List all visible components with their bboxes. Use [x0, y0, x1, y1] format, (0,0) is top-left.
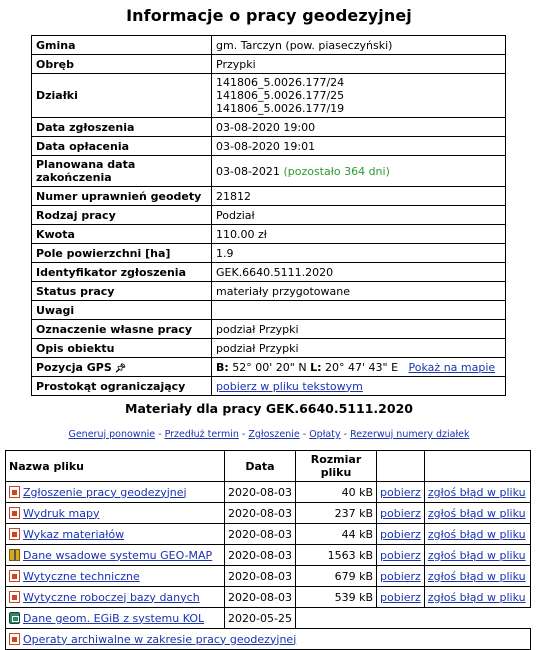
- info-value: [212, 358, 506, 377]
- table-row: [6, 524, 531, 545]
- longitude-label: L:: [310, 360, 322, 374]
- file-date: 2020-08-03: [225, 566, 296, 587]
- column-header-download: [377, 451, 425, 482]
- column-header-report: [424, 451, 530, 482]
- page-title: Informacje o pracy geodezyjnej: [126, 6, 412, 25]
- gps-label: Pozycja GPS: [36, 360, 112, 374]
- report-error-link[interactable]: zgłoś błąd w pliku: [427, 506, 526, 520]
- info-value: podział Przypki: [212, 320, 506, 339]
- pdf-file-icon: [9, 486, 20, 498]
- info-value: [212, 74, 506, 118]
- pin-icon: 📌︎: [114, 363, 127, 374]
- column-header-date: Data: [225, 451, 296, 482]
- report-error-link[interactable]: zgłoś błąd w pliku: [427, 548, 526, 562]
- info-value: 21812: [212, 187, 506, 206]
- info-label: Gmina: [32, 36, 212, 55]
- info-value: 03-08-2020 19:00: [212, 118, 506, 137]
- info-label: [32, 358, 212, 377]
- info-label: Kwota: [32, 225, 212, 244]
- file-name-cell: [6, 503, 225, 524]
- info-row-gmina: [32, 36, 506, 55]
- file-size: 237 kB: [296, 503, 377, 524]
- latitude-label: B:: [216, 360, 229, 374]
- zip-archive-icon: [9, 549, 20, 561]
- materials-table: [5, 450, 531, 650]
- pdf-file-icon: [9, 570, 20, 582]
- info-value: 110.00 zł: [212, 225, 506, 244]
- file-date: 2020-05-25: [225, 608, 296, 629]
- regenerate-link[interactable]: Generuj ponownie: [68, 429, 156, 440]
- info-row-gps: [32, 358, 506, 377]
- table-row: [6, 566, 531, 587]
- pdf-file-icon: [9, 507, 20, 519]
- file-name-cell: [6, 524, 225, 545]
- gml-data-icon: [9, 612, 20, 624]
- info-row-dzialki: [32, 74, 506, 118]
- info-label: Status pracy: [32, 282, 212, 301]
- info-value: [212, 156, 506, 187]
- info-row-opis: [32, 339, 506, 358]
- file-name-cell: [6, 608, 225, 629]
- empty-cell: [296, 608, 377, 629]
- info-row-planowana: [32, 156, 506, 187]
- info-value: gm. Tarczyn (pow. piaseczyński): [212, 36, 506, 55]
- info-row-obreb: [32, 55, 506, 74]
- info-row-identyfikator: [32, 263, 506, 282]
- file-name-cell: [6, 482, 225, 503]
- file-link[interactable]: Wydruk mapy: [23, 506, 100, 520]
- info-value: [212, 377, 506, 396]
- download-cell: [377, 524, 425, 545]
- info-value: podział Przypki: [212, 339, 506, 358]
- info-row-kwota: [32, 225, 506, 244]
- report-cell: [424, 587, 530, 608]
- download-link[interactable]: pobierz: [380, 548, 421, 562]
- latitude-value: 52° 00' 20" N: [232, 360, 307, 374]
- pdf-file-icon: [9, 528, 20, 540]
- extend-deadline-link[interactable]: Przedłuż termin: [164, 429, 239, 440]
- table-row: [6, 503, 531, 524]
- info-value: materiały przygotowane: [212, 282, 506, 301]
- info-label: Numer uprawnień geodety: [32, 187, 212, 206]
- empty-cell: [377, 608, 425, 629]
- file-date: 2020-08-03: [225, 524, 296, 545]
- file-size: 679 kB: [296, 566, 377, 587]
- file-link[interactable]: Dane wsadowe systemu GEO-MAP: [23, 548, 213, 562]
- info-label: Uwagi: [32, 301, 212, 320]
- planned-date: 03-08-2021: [216, 164, 280, 178]
- actions-bar: [0, 429, 538, 440]
- report-cell: [424, 524, 530, 545]
- file-date: 2020-08-03: [225, 587, 296, 608]
- info-value: Przypki: [212, 55, 506, 74]
- info-value: Podział: [212, 206, 506, 225]
- info-label: Identyfikator zgłoszenia: [32, 263, 212, 282]
- file-size: 40 kB: [296, 482, 377, 503]
- application-link[interactable]: Zgłoszenie: [248, 429, 300, 440]
- download-cell: [377, 566, 425, 587]
- info-label: Prostokąt ograniczający: [32, 377, 212, 396]
- remaining-days: (pozostało 364 dni): [283, 164, 390, 178]
- table-row: [6, 587, 531, 608]
- report-error-link[interactable]: zgłoś błąd w pliku: [427, 485, 526, 499]
- download-link[interactable]: pobierz: [380, 527, 421, 541]
- file-name-cell: [6, 587, 225, 608]
- info-row-oznaczenie: [32, 320, 506, 339]
- parcel-id: 141806_5.0026.177/25: [216, 89, 345, 102]
- info-label: Oznaczenie własne pracy: [32, 320, 212, 339]
- pdf-file-icon: [9, 633, 20, 645]
- info-row-data-zgloszenia: [32, 118, 506, 137]
- download-link[interactable]: pobierz: [380, 590, 421, 604]
- download-link[interactable]: pobierz: [380, 506, 421, 520]
- separator: -: [241, 429, 246, 440]
- file-name-cell: [6, 629, 531, 650]
- info-row-pole: [32, 244, 506, 263]
- work-info-table: [31, 35, 506, 396]
- report-error-link[interactable]: zgłoś błąd w pliku: [427, 527, 526, 541]
- longitude-value: 20° 47' 43" E: [325, 360, 399, 374]
- info-value: GEK.6640.5111.2020: [212, 263, 506, 282]
- table-row: [6, 608, 531, 629]
- info-row-rodzaj: [32, 206, 506, 225]
- info-label: Data opłacenia: [32, 137, 212, 156]
- file-name-cell: [6, 566, 225, 587]
- file-name-cell: [6, 545, 225, 566]
- info-row-numer-uprawnien: [32, 187, 506, 206]
- show-on-map-link[interactable]: Pokaż na mapie: [408, 360, 496, 374]
- file-link[interactable]: Zgłoszenie pracy geodezyjnej: [23, 485, 187, 499]
- parcel-id: 141806_5.0026.177/24: [216, 76, 345, 89]
- info-row-data-oplacenia: [32, 137, 506, 156]
- file-date: 2020-08-03: [225, 545, 296, 566]
- report-cell: [424, 482, 530, 503]
- info-label: Rodzaj pracy: [32, 206, 212, 225]
- download-cell: [377, 587, 425, 608]
- info-value: 1.9: [212, 244, 506, 263]
- info-row-prostokat: [32, 377, 506, 396]
- report-cell: [424, 545, 530, 566]
- file-size: 1563 kB: [296, 545, 377, 566]
- table-row: [6, 629, 531, 650]
- info-label: Obręb: [32, 55, 212, 74]
- reserve-parcel-numbers-link[interactable]: Rezerwuj numery działek: [350, 429, 470, 440]
- empty-cell: [424, 608, 530, 629]
- file-date: 2020-08-03: [225, 503, 296, 524]
- file-link[interactable]: Wytyczne roboczej bazy danych: [23, 590, 200, 604]
- file-link[interactable]: Dane geom. EGiB z systemu KOL: [23, 611, 205, 625]
- parcel-id: 141806_5.0026.177/19: [216, 102, 345, 115]
- info-value: 03-08-2020 19:01: [212, 137, 506, 156]
- materials-title: Materiały dla pracy GEK.6640.5111.2020: [125, 401, 413, 416]
- column-header-name: Nazwa pliku: [6, 451, 225, 482]
- materials-header-row: [6, 451, 531, 482]
- info-label: Data zgłoszenia: [32, 118, 212, 137]
- report-error-link[interactable]: zgłoś błąd w pliku: [427, 569, 526, 583]
- download-cell: [377, 503, 425, 524]
- download-bbox-link[interactable]: pobierz w pliku tekstowym: [216, 379, 363, 393]
- download-cell: [377, 482, 425, 503]
- table-row: [6, 545, 531, 566]
- fees-link[interactable]: Opłaty: [309, 429, 341, 440]
- separator: -: [158, 429, 162, 440]
- column-header-size: Rozmiar pliku: [296, 451, 377, 482]
- file-link[interactable]: Wytyczne techniczne: [23, 569, 140, 583]
- download-cell: [377, 545, 425, 566]
- info-row-status: [32, 282, 506, 301]
- file-date: 2020-08-03: [225, 482, 296, 503]
- separator: -: [343, 429, 348, 440]
- download-link[interactable]: pobierz: [380, 485, 421, 499]
- info-label: Planowana data zakończenia: [32, 156, 212, 187]
- pdf-file-icon: [9, 591, 20, 603]
- info-label: Opis obiektu: [32, 339, 212, 358]
- file-size: 44 kB: [296, 524, 377, 545]
- table-row: [6, 482, 531, 503]
- archive-link[interactable]: Operaty archiwalne w zakresie pracy geodezyjnej: [23, 632, 297, 646]
- report-error-link[interactable]: zgłoś błąd w pliku: [427, 590, 526, 604]
- info-label: Działki: [32, 74, 212, 118]
- report-cell: [424, 566, 530, 587]
- report-cell: [424, 503, 530, 524]
- file-link[interactable]: Wykaz materiałów: [23, 527, 125, 541]
- file-size: 539 kB: [296, 587, 377, 608]
- separator: -: [302, 429, 307, 440]
- info-label: Pole powierzchni [ha]: [32, 244, 212, 263]
- info-row-uwagi: [32, 301, 506, 320]
- download-link[interactable]: pobierz: [380, 569, 421, 583]
- info-value: [212, 301, 506, 320]
